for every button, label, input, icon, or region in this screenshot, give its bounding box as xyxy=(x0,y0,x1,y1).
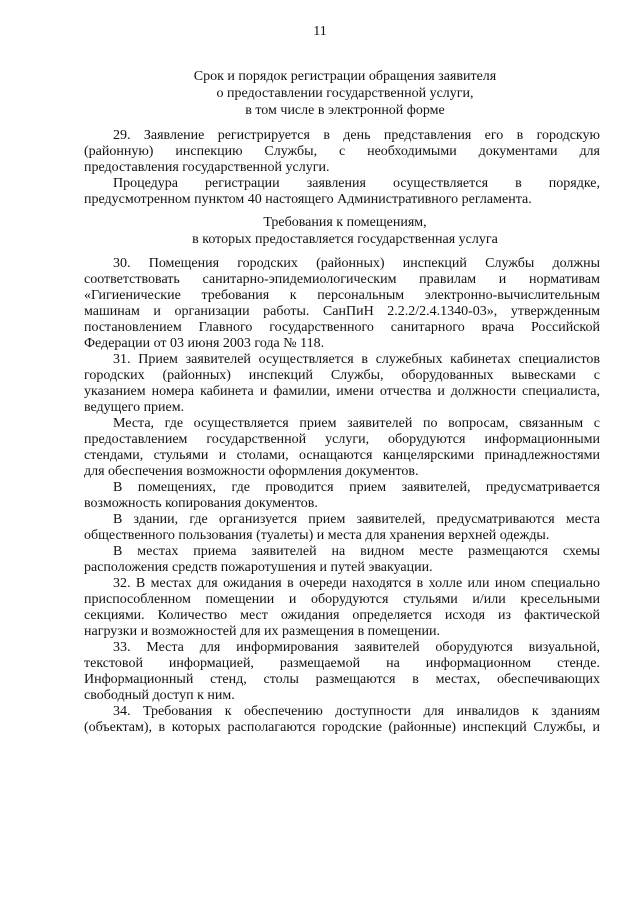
paragraph-line: В местах приема заявителей на видном месте размещаются схемы xyxy=(113,544,600,559)
paragraph-line: соответствовать санитарно-эпидемиологическим правилам и нормативам xyxy=(84,272,600,287)
heading-line: о предоставлении государственной услуги, xyxy=(216,86,474,101)
paragraph-line: 33. Места для информирования заявителей оборудуются визуальной, xyxy=(113,640,600,655)
paragraph-line: Места, где осуществляется прием заявителей по вопросам, связанным с xyxy=(113,416,600,431)
paragraph-line: свободный доступ к ним. xyxy=(84,688,235,703)
paragraph-line: 32. В местах для ожидания в очереди находятся в холле или ином специально xyxy=(113,576,600,591)
paragraph-line: секциями. Количество мест ожидания определяется исходя из фактической xyxy=(84,608,600,623)
heading-line: Требования к помещениям, xyxy=(263,215,427,230)
paragraph-line: В здании, где организуется прием заявителей, предусматриваются места xyxy=(113,512,600,527)
section-heading-registration xyxy=(80,68,610,119)
paragraph-line: возможность копирования документов. xyxy=(84,496,318,511)
paragraph-line: ведущего прием. xyxy=(84,400,185,415)
paragraph-line: стендами, стульями и столами, оснащаются канцелярскими принадлежностями xyxy=(84,448,600,463)
paragraph-line: 30. Помещения городских (районных) инспекций Службы должны xyxy=(113,256,600,271)
heading-line: в которых предоставляется государственная услуга xyxy=(192,232,498,247)
paragraph-line: В помещениях, где проводится прием заявителей, предусматривается xyxy=(113,480,600,495)
paragraph-line: Информационный стенд, столы размещаются в местах, обеспечивающих xyxy=(84,672,600,687)
paragraph-line: 31. Прием заявителей осуществляется в служебных кабинетах специалистов xyxy=(113,352,600,367)
paragraph-line: 29. Заявление регистрируется в день представления его в городскую xyxy=(113,128,600,143)
section-heading-premises xyxy=(80,214,610,248)
paragraph-line: предоставлением государственной услуги, оборудуются информационными xyxy=(84,432,600,447)
paragraph-line: 34. Требования к обеспечению доступности для инвалидов к зданиям xyxy=(113,704,600,719)
paragraph-line: «Гигиенические требования к персональным электронно-вычислительным xyxy=(84,288,600,303)
paragraph-line: городских (районных) инспекций Службы, оборудованных вывесками с xyxy=(84,368,600,383)
paragraph-line: текстовой информацией, размещаемой на информационном стенде. xyxy=(84,656,600,671)
paragraph-line: постановлением Главного государственного санитарного врача Российской xyxy=(84,320,600,335)
paragraph-line: приспособленном помещении и оборудуются стульями и/или кресельными xyxy=(84,592,600,607)
paragraph-line: (районную) инспекцию Службы, с необходимыми документами для xyxy=(84,144,600,159)
paragraph-line: указанием номера кабинета и фамилии, имени отчества и должности специалиста, xyxy=(84,384,600,399)
paragraph-line: Федерации от 03 июня 2003 года № 118. xyxy=(84,336,325,351)
heading-line: Срок и порядок регистрации обращения заявителя xyxy=(193,69,497,84)
paragraph-line: машинам и организации работы. СанПиН 2.2.2/2.4.1340-03», утвержденным xyxy=(84,304,600,319)
heading-line: в том числе в электронной форме xyxy=(245,103,445,118)
paragraph-line: общественного пользования (туалеты) и места для хранения верхней одежды. xyxy=(84,528,550,543)
paragraph-line: Процедура регистрации заявления осуществляется в порядке, xyxy=(113,176,600,191)
paragraph-line: расположения средств пожаротушения и путей эвакуации. xyxy=(84,560,433,575)
paragraph-line: предоставления государственной услуги. xyxy=(84,160,330,175)
paragraph-line: (объектам), в которых располагаются городские (районные) инспекций Службы, и xyxy=(84,720,600,735)
paragraph-line: для обеспечения возможности оформления документов. xyxy=(84,464,419,479)
page-number: 11 xyxy=(313,24,327,39)
paragraph-line: предусмотренном пунктом 40 настоящего Административного регламента. xyxy=(84,192,532,207)
paragraph-line: нагрузки и возможностей для их размещения в помещении. xyxy=(84,624,440,639)
